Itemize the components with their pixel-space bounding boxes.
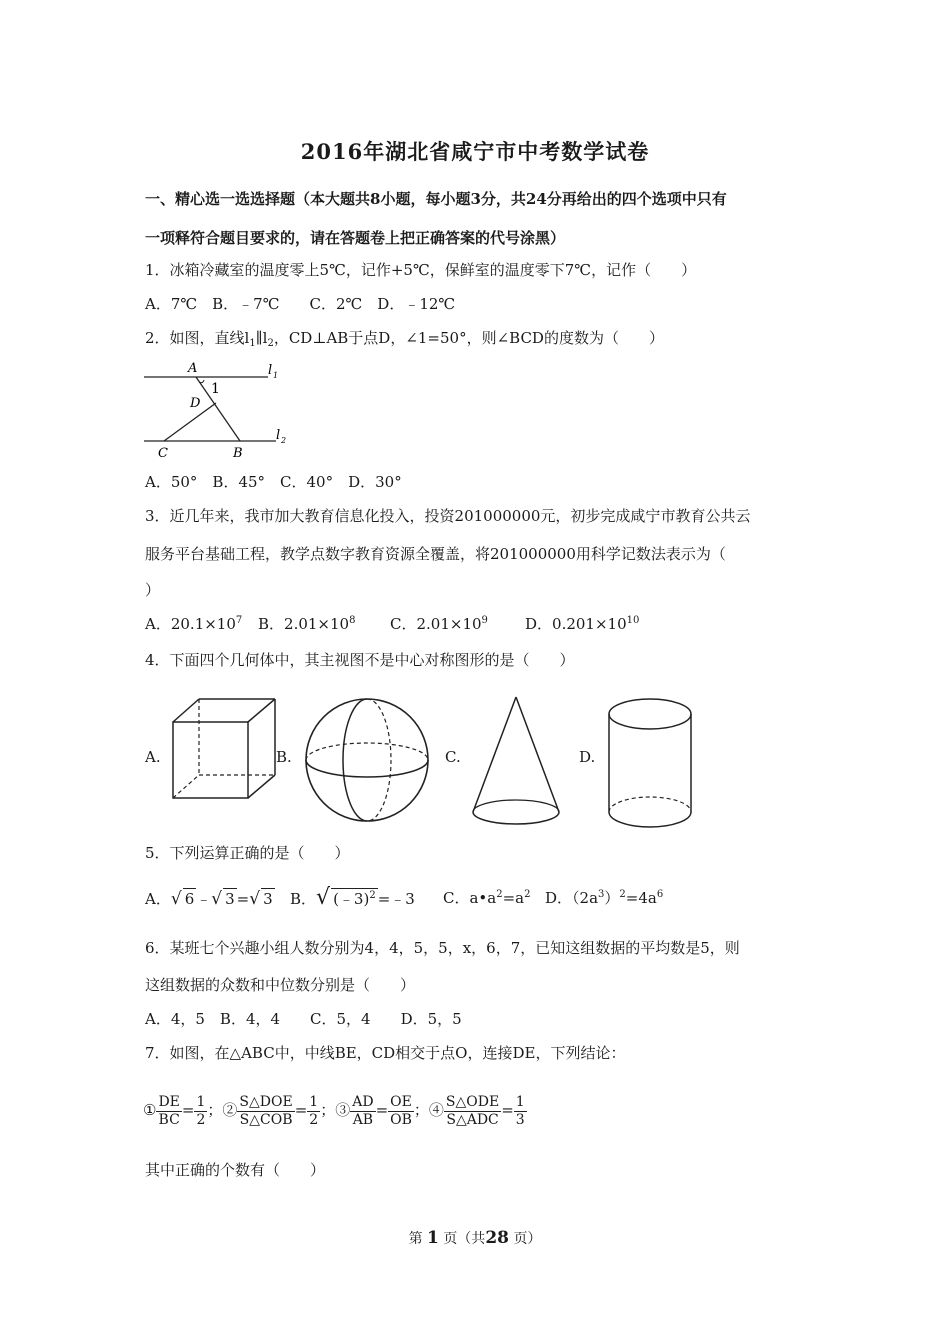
q6-stem-line2: 这组数据的众数和中位数分别是（ ） xyxy=(145,976,416,994)
q3-option-b xyxy=(258,614,355,634)
radical-icon: √ xyxy=(249,889,261,909)
q4-label-a: A. xyxy=(145,748,161,766)
q7-c1-eq: = xyxy=(181,1101,195,1119)
q4-label-d: D. xyxy=(579,748,596,766)
cube-front-face xyxy=(173,722,248,798)
label-a: A xyxy=(188,361,198,376)
q7-c4-rnum: 1 xyxy=(515,1093,525,1110)
q7-c4-rhs xyxy=(514,1094,527,1129)
q5-option-b xyxy=(290,885,415,910)
q5-b-radicand xyxy=(331,888,378,909)
q7-c1-mark: ① xyxy=(143,1101,157,1119)
q2-stem xyxy=(145,328,664,348)
q5-a-radicand-2: 3 xyxy=(225,890,235,908)
q2-sub-2: 2 xyxy=(267,338,274,349)
q7-c2-mark: ；② xyxy=(207,1101,238,1119)
q5-option-c xyxy=(443,888,530,908)
label-angle-1: 1 xyxy=(211,381,220,397)
section-heading-line2: 一项释符合题目要求的，请在答题卷上把正确答案的代号涂黑） xyxy=(145,229,566,247)
q1-options: A．7℃ B．﹣7℃ C．2℃ D．﹣12℃ xyxy=(145,295,456,313)
q3-opt-a-exp: 7 xyxy=(235,615,243,626)
label-b: B xyxy=(233,446,243,461)
q7-tail: 其中正确的个数有（ ） xyxy=(145,1161,326,1179)
q5-c-mid: =a xyxy=(502,889,525,907)
q2-stem-part-a: 2．如图，直线l xyxy=(145,329,250,347)
q7-c3-rnum: OE xyxy=(388,1094,414,1112)
cube-edge-tl xyxy=(173,699,199,722)
q7-c3-lhs xyxy=(350,1094,375,1129)
q5-d-end: =4a xyxy=(625,889,657,907)
q5-a-radicand-1: 6 xyxy=(184,890,195,908)
q5-b-radicand-text: (﹣3) xyxy=(333,890,370,908)
q4-label-c: C. xyxy=(445,748,461,766)
radical-icon: √ xyxy=(170,889,182,909)
cone-base-front xyxy=(473,812,559,824)
cube-edge-br xyxy=(248,775,275,798)
q7-c2-rden: 2 xyxy=(309,1111,319,1128)
radical-icon: √ xyxy=(211,889,223,909)
q7-c1-rden: 2 xyxy=(196,1111,206,1128)
label-l2: l xyxy=(276,428,281,443)
sphere-figure xyxy=(301,695,433,825)
q3-opt-c-text: C．2.01×10 xyxy=(390,615,482,633)
q5-b-rest: =﹣3 xyxy=(377,890,415,908)
q6-stem-line1: 6．某班七个兴趣小组人数分别为4，4，5，5，x，6，7，已知这组数据的平均数是5，则 xyxy=(145,939,740,957)
q7-c1-den: BC xyxy=(158,1111,180,1128)
cone-left-edge xyxy=(473,697,516,812)
cylinder-bottom-back xyxy=(609,797,691,812)
footer-total-pages: 28 xyxy=(485,1228,509,1248)
q4-stem: 4．下面四个几何体中，其主视图不是中心对称图形的是（ ） xyxy=(145,651,575,669)
footer-mid: 页（共 xyxy=(443,1231,486,1247)
q7-c1-lhs xyxy=(156,1094,181,1129)
sphere-equator-front xyxy=(306,760,428,777)
q5-d-text: D．（2a xyxy=(545,889,599,907)
sphere-meridian-back xyxy=(367,699,391,821)
label-c: C xyxy=(158,446,168,461)
cube-figure xyxy=(168,696,280,802)
q7-c4-rden: 3 xyxy=(515,1111,525,1128)
q7-c3-den: AB xyxy=(352,1111,374,1128)
q7-c4-lhs xyxy=(444,1094,501,1129)
q7-c4-mark: ；④ xyxy=(413,1101,444,1119)
q5-b-exp: 2 xyxy=(369,890,376,901)
q4-label-b: B. xyxy=(276,748,292,766)
cone-right-edge xyxy=(516,697,559,812)
label-l1: l xyxy=(268,363,273,378)
q7-c1-rnum: 1 xyxy=(196,1093,206,1110)
q7-c4-den: S△ADC xyxy=(446,1111,499,1128)
cube-edge-tr xyxy=(248,699,275,722)
q7-c2-rhs xyxy=(307,1094,320,1129)
q3-opt-a-text: A．20.1×10 xyxy=(145,615,236,633)
section-heading-line1: 一、精心选一选选择题（本大题共8小题，每小题3分，共24分再给出的四个选项中只有 xyxy=(145,190,727,208)
q7-c3-mark: ；③ xyxy=(320,1101,351,1119)
q7-c1-num: DE xyxy=(158,1093,180,1110)
q7-c3-rden: OB xyxy=(390,1111,412,1128)
q2-sub-1: 1 xyxy=(249,338,256,349)
page-footer xyxy=(0,1228,950,1248)
q2-stem-part-c: ，CD⊥AB于点D，∠1=50°，则∠BCD的度数为（ ） xyxy=(273,329,664,347)
cone-figure xyxy=(468,694,564,828)
q2-stem-part-b: ∥l xyxy=(255,329,268,347)
q7-c3-eq: = xyxy=(375,1101,389,1119)
q3-opt-d-exp: 10 xyxy=(626,615,640,626)
q5-a-minus: ﹣ xyxy=(196,890,212,908)
q7-c3-rhs xyxy=(388,1094,414,1129)
cube-hidden-diagonal xyxy=(173,775,199,798)
q5-a-equals: = xyxy=(236,890,250,908)
radical-icon: √ xyxy=(316,885,331,910)
q5-d-exp2: 2 xyxy=(619,889,626,900)
q3-opt-b-text: B．2.01×10 xyxy=(258,615,350,633)
q3-stem-line3: ） xyxy=(145,581,161,599)
q5-stem: 5．下列运算正确的是（ ） xyxy=(145,844,350,862)
q7-stem: 7．如图，在△ABC中，中线BE，CD相交于点O，连接DE，下列结论： xyxy=(145,1044,626,1062)
q5-c-text: C．a•a xyxy=(443,889,497,907)
q1-stem: 1．冰箱冷藏室的温度零上5℃，记作+5℃，保鲜室的温度零下7℃，记作（ ） xyxy=(145,261,697,279)
footer-page-number: 1 xyxy=(427,1228,439,1248)
q5-d-exp1: 3 xyxy=(598,889,605,900)
q7-c2-eq: = xyxy=(294,1101,308,1119)
page-title: 2016年湖北省咸宁市中考数学试卷 xyxy=(300,139,650,164)
footer-pre: 第 xyxy=(408,1231,423,1247)
q5-option-a xyxy=(145,888,275,909)
cylinder-top xyxy=(609,699,691,729)
q3-stem-line1: 3．近几年来，我市加大教育信息化投入，投资201000000元，初步完成咸宁市教育公共云 xyxy=(145,507,751,525)
q2-options: A．50° B．45° C．40° D．30° xyxy=(145,473,402,491)
q5-d-mid: ） xyxy=(604,889,620,907)
q3-opt-c-exp: 9 xyxy=(481,615,488,626)
q7-conclusions xyxy=(143,1090,527,1130)
q5-d-exp3: 6 xyxy=(656,889,664,900)
q7-c2-lhs xyxy=(237,1094,294,1129)
cone-base-back xyxy=(473,800,559,812)
q7-c3-num: AD xyxy=(352,1093,374,1110)
q7-c4-eq: = xyxy=(501,1101,514,1119)
q7-c1-rhs xyxy=(194,1094,207,1129)
q7-c2-num: S△DOE xyxy=(239,1093,293,1110)
q3-opt-b-exp: 8 xyxy=(349,615,356,626)
sphere-outline xyxy=(306,699,428,821)
q5-a-radicand-3: 3 xyxy=(263,890,273,908)
sphere-equator-back xyxy=(306,743,428,760)
q5-c-exp1: 2 xyxy=(496,889,503,900)
sphere-meridian-front xyxy=(343,699,367,821)
q7-c2-rnum: 1 xyxy=(309,1093,319,1110)
q5-option-d xyxy=(545,888,663,908)
cylinder-figure xyxy=(604,695,696,831)
q3-stem-line2: 服务平台基础工程，教学点数字教育资源全覆盖，将201000000用科学记数法表示为（ xyxy=(145,545,726,563)
q5-c-exp2: 2 xyxy=(524,889,531,900)
q2-figure xyxy=(140,358,295,464)
cylinder-bottom-front xyxy=(609,812,691,827)
label-l2-sub: 2 xyxy=(281,436,287,445)
q5-b-label: B． xyxy=(290,890,317,908)
q3-opt-d-text: D．0.201×10 xyxy=(525,615,627,633)
q7-c2-den: S△COB xyxy=(239,1111,293,1128)
q3-option-a xyxy=(145,614,242,634)
label-l1-sub: 1 xyxy=(273,371,279,380)
q7-c4-num: S△ODE xyxy=(445,1093,500,1110)
label-d: D xyxy=(190,396,201,411)
footer-post: 页） xyxy=(513,1231,542,1247)
q3-option-c xyxy=(390,614,488,634)
q3-option-d xyxy=(525,614,639,634)
q5-a-label: A． xyxy=(145,890,171,908)
q6-options: A．4，5 B．4，4 C．5，4 D．5，5 xyxy=(145,1010,462,1028)
